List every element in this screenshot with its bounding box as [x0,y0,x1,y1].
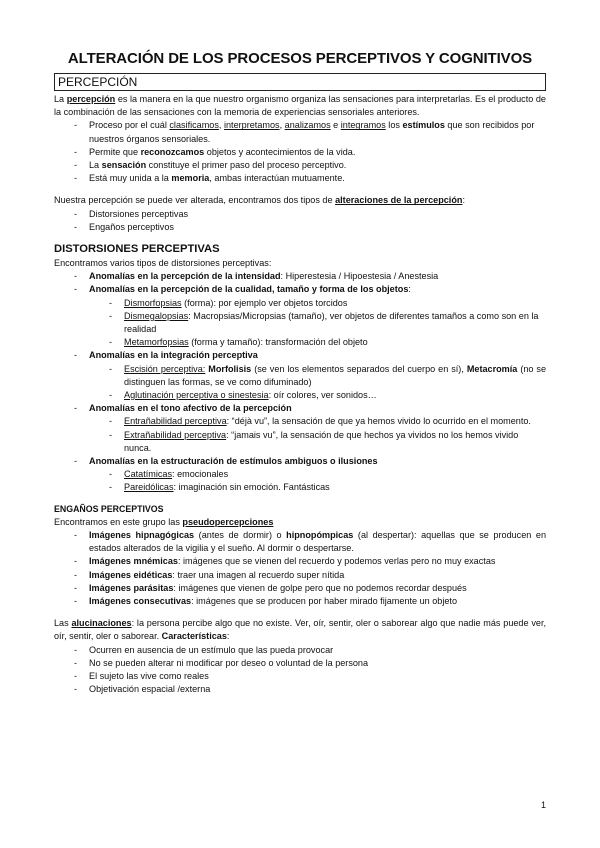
distorsiones-list [54,349,546,362]
enganos-intro [54,516,546,529]
list-item: - Engaños perceptivos [54,221,546,234]
text: : “déjà vu”, la sensación de que ya hemos vivido lo ocurrido en el momento. [226,416,531,427]
term: Morfolisis [208,363,252,374]
text: : [226,631,230,642]
term: alteraciones de la percepción [335,195,463,206]
alteraciones-list [54,208,546,234]
sub-list [54,297,546,350]
term: Entrañabilidad perceptiva [124,416,227,427]
term: estímulos [402,120,445,131]
term: memoria [171,173,210,184]
distorsiones-section [54,243,546,495]
distorsiones-intro: Encontramos varios tipos de distorsiones perceptivas: [54,258,272,269]
list-item [54,529,546,555]
list-item [54,402,546,415]
term: Metamorfopsias [124,337,189,348]
text: : Hiperestesia / Hipoestesia / Anestesia [280,271,439,282]
box-label: PERCEPCIÓN [58,75,138,89]
text: : imaginación sin emoción. Fantásticas [173,482,330,493]
term: Imágenes eidéticas [89,569,173,580]
term: analizamos [284,120,331,131]
sub-item [54,468,546,481]
text: La [89,160,102,171]
caracteristicas-list [54,644,546,697]
distorsiones-list [54,455,546,468]
sub-list [54,363,546,403]
alucinaciones-section [54,617,546,696]
term: Aglutinación perceptiva o sinestesia [124,390,269,401]
list-item [54,555,546,568]
text: Proceso por el cuál [89,120,170,131]
term: Imágenes consecutivas [89,595,192,606]
term: Imágenes mnémicas [89,556,178,567]
term: reconozcamos [140,146,205,157]
text: Nuestra percepción se puede ver alterada, encontramos dos tipos de [54,195,336,206]
text: (no se distinguen las formas, se ve como difuminado) [124,363,547,387]
term: Escisión perceptiva: [124,363,206,374]
text: : [462,195,465,206]
text: objetos y acontecimientos de la vida. [204,146,356,157]
text: , ambas interactúan mutuamente. [209,173,345,184]
text: : oír colores, ver sonidos… [268,390,377,401]
text: Está muy unida a la [89,173,172,184]
text: (antes de dormir) o [194,529,287,540]
text: : emocionales [172,469,229,480]
section-box-percepcion [54,73,546,91]
text: : traer una imagen al recuerdo super nítida [172,569,345,580]
percepcion-list [54,119,546,185]
sub-item [54,389,546,402]
list-item [54,349,546,362]
sub-list [54,468,546,494]
page-title: ALTERACIÓN DE LOS PROCESOS PERCEPTIVOS Y COGNITIVOS [67,50,533,67]
term: percepción [66,94,116,104]
text: La [54,94,67,104]
list-item [54,172,546,185]
list-item: - El sujeto las vive como reales [54,670,546,683]
list-item: - Objetivación espacial /externa [54,683,546,696]
term: Metacromía [466,363,518,374]
list-item [54,159,546,172]
text: , [279,120,285,131]
text: (forma): por ejemplo ver objetos torcidos [181,297,348,308]
list-item: - Distorsiones perceptivas [54,208,546,221]
text: e [330,120,341,131]
list-item [54,582,546,595]
text: (al despertar): aquellas que se producen en estados alterados de la vigilia y el sueño. Al dormir o despertarse. [89,529,547,554]
text: que son recibidos por nuestros órganos sensoriales. [89,120,535,144]
list-item [54,455,546,468]
sub-item [54,415,546,428]
page-number: 1 [540,800,546,810]
text: : imágenes que se producen por haber mirado fijamente un objeto [191,595,458,606]
term: Anomalías en la percepción de la cualidad, tamaño y forma de los objetos [89,284,409,295]
list-item [54,569,546,582]
term: integramos [340,120,386,131]
alteraciones-section [54,194,546,234]
sub-item [54,363,546,389]
text: es la manera en la que nuestro organismo organiza las sensaciones para interpretarlas. Es el producto de la combinación de las sensaciones con la memoria de experiencias sensoriales anteriores. [54,94,546,118]
percepcion-section [54,93,546,185]
text: Las [54,618,72,629]
alteraciones-intro [54,194,546,207]
list-item [54,283,546,296]
term: Anomalías en el tono afectivo de la percepción [89,403,292,414]
list-item [54,595,546,608]
enganos-heading: ENGAÑOS PERCEPTIVOS [54,503,164,514]
term: sensación [101,160,147,171]
text: (forma y tamaño): transformación del objeto [188,337,368,348]
enganos-list [54,529,546,608]
enganos-section [54,504,546,608]
term: Dismorfopsias [124,297,182,308]
sub-item [54,297,546,310]
distorsiones-list [54,270,546,296]
term: Imágenes parásitas [89,582,174,593]
sub-list [54,415,546,455]
sub-item [54,481,546,494]
sub-item [54,429,546,455]
list-item [54,146,546,159]
text: los [385,120,403,131]
term: Catatímicas [124,469,173,480]
text: : la persona percibe algo que no existe. Ver, oír, sentir, oler o saborear algo que nadie más puede ver, oír, sentir, oler o saborear. [54,618,546,642]
text: constituye el primer paso del proceso perceptivo. [146,160,347,171]
term: Anomalías en la estructuración de estímulos ambiguos o ilusiones [89,456,378,467]
term: Características [161,631,227,642]
list-item [54,119,546,145]
text: , [218,120,224,131]
text: Encontramos en este grupo las [54,516,183,527]
distorsiones-list [54,402,546,415]
text: Permite que [89,146,141,157]
text: : imágenes que vienen de golpe pero que no podemos recordar después [173,582,467,593]
list-item [54,270,546,283]
term: Anomalías en la percepción de la intensidad [89,271,281,282]
term: alucinaciones [71,618,132,629]
term: interpretamos [223,120,280,131]
text: : Macropsias/Micropsias (tamaño), ver objetos de diferentes tamaños a como son en la realidad [124,310,539,335]
alucinaciones-intro [54,617,546,643]
document-page [54,50,546,705]
term: hipnopómpicas [286,529,354,540]
sub-item [54,310,546,336]
term: Anomalías en la integración perceptiva [89,350,258,361]
list-item: - No se pueden alterar ni modificar por deseo o voluntad de la persona [54,657,546,670]
text: : [408,284,411,295]
term: Dismegalopsias [124,310,189,321]
percepcion-intro [54,93,546,119]
distorsiones-heading: DISTORSIONES PERCEPTIVAS [54,243,220,256]
text: : imágenes que se vienen del recuerdo y podemos verlas pero no muy exactas [177,556,496,567]
term: Extrañabilidad perceptiva [124,429,227,440]
term: clasificamos [169,120,219,131]
text: : “jamais vu”, la sensación de que hechos ya vividos no los hemos vivido nunca. [124,429,519,453]
sub-item [54,336,546,349]
term: Imágenes hipnagógicas [89,529,195,540]
term: Pareidólicas [124,482,174,493]
list-item: - Ocurren en ausencia de un estímulo que las pueda provocar [54,644,546,657]
text: (se ven los elementos separados del cuerpo en sí), [251,363,467,374]
term: pseudopercepciones [182,516,274,527]
